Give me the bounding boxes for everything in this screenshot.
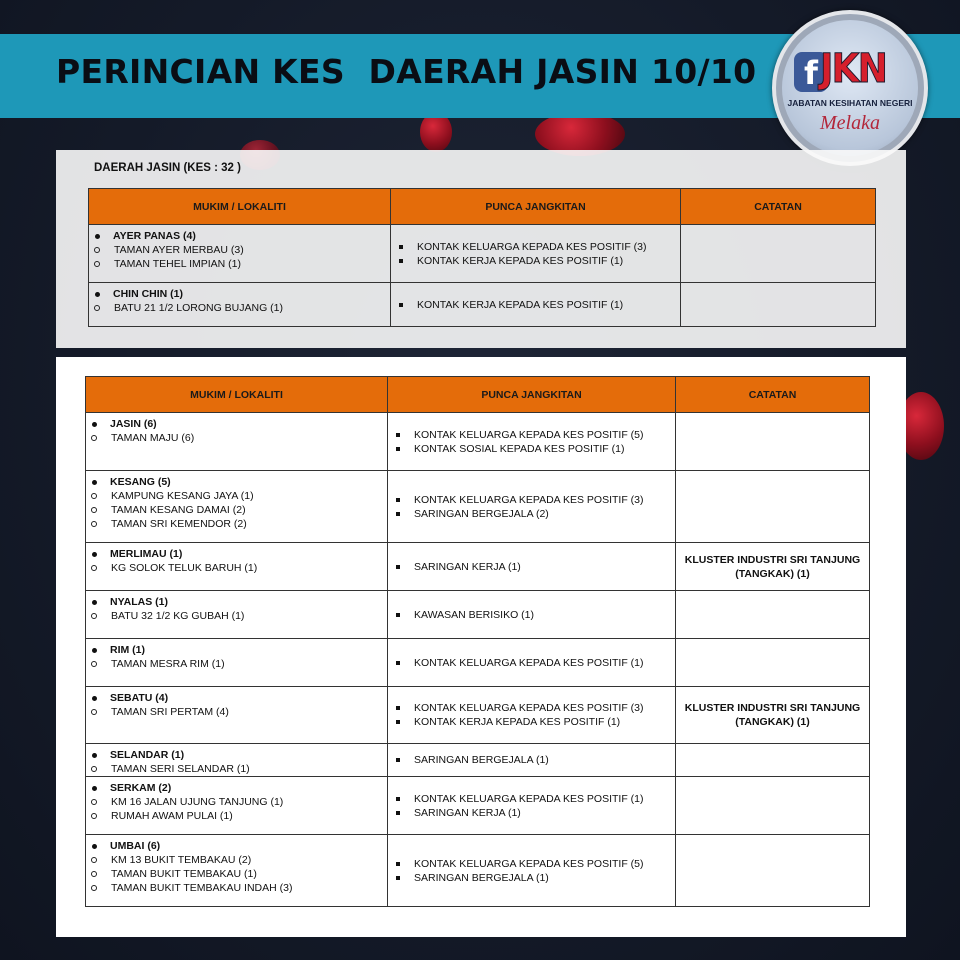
punca-label: KONTAK KERJA KEPADA KES POSITIF (1) (417, 254, 624, 267)
summary-panel-2 (56, 357, 906, 937)
punca-item (388, 493, 675, 507)
logo-subtitle: JABATAN KESIHATAN NEGERI (787, 98, 913, 108)
square-bullet-icon (399, 245, 403, 249)
bullet-icon (95, 234, 100, 239)
catatan-cell: KLUSTER INDUSTRI SRI TANJUNG (TANGKAK) (1) (676, 543, 870, 591)
locality-label: KG SOLOK TELUK BARUH (1) (111, 562, 258, 574)
locality-item (86, 881, 387, 895)
locality-item (86, 657, 387, 671)
locality-item (86, 609, 387, 623)
punca-cell (388, 639, 676, 687)
punca-label: KAWASAN BERISIKO (1) (414, 608, 534, 621)
square-bullet-icon (396, 613, 400, 617)
punca-cell (388, 591, 676, 639)
punca-cell (388, 744, 676, 777)
mukim-cell (86, 543, 388, 591)
locality-label: TAMAN SRI KEMENDOR (2) (111, 518, 247, 530)
punca-label: KONTAK KERJA KEPADA KES POSITIF (1) (414, 716, 621, 728)
punca-cell (388, 687, 676, 744)
column-header: CATATAN (681, 189, 876, 225)
mukim-cell (86, 413, 388, 471)
catatan-cell (676, 471, 870, 543)
locality-item (89, 301, 390, 315)
mukim-cell (86, 591, 388, 639)
bullet-icon (92, 552, 97, 557)
locality-item (86, 867, 387, 881)
locality-item (89, 257, 390, 271)
punca-label: SARINGAN KERJA (1) (414, 806, 521, 819)
locality-label: KAMPUNG KESANG JAYA (1) (111, 490, 254, 502)
locality-item (86, 853, 387, 867)
mukim-label: MERLIMAU (1) (110, 548, 183, 560)
circle-bullet-icon (94, 261, 100, 267)
locality-item (86, 795, 387, 809)
summary-panel-1 (56, 150, 906, 348)
locality-item (86, 705, 387, 719)
punca-label: SARINGAN BERGEJALA (1) (414, 871, 549, 884)
mukim-name (86, 471, 387, 489)
bullet-icon (92, 844, 97, 849)
punca-label: SARINGAN KERJA (1) (414, 560, 521, 573)
catatan-cell (676, 777, 870, 835)
punca-cell (391, 283, 681, 327)
punca-cell (391, 225, 681, 283)
cases-table-1 (88, 188, 876, 327)
catatan-cell (676, 744, 870, 777)
punca-item (391, 254, 680, 268)
punca-item (388, 428, 675, 442)
circle-bullet-icon (91, 435, 97, 441)
locality-label: TAMAN BUKIT TEMBAKAU INDAH (3) (111, 882, 293, 894)
square-bullet-icon (396, 797, 400, 801)
punca-label: KONTAK KELUARGA KEPADA KES POSITIF (1) (414, 792, 644, 805)
locality-label: KM 13 BUKIT TEMBAKAU (2) (111, 854, 252, 866)
district-heading: DAERAH JASIN (KES : 32 ) (94, 162, 241, 174)
bullet-icon (92, 480, 97, 485)
column-header: MUKIM / LOKALITI (89, 189, 391, 225)
logo-letters: JKN (820, 46, 887, 92)
circle-bullet-icon (94, 247, 100, 253)
locality-label: TAMAN TEHEL IMPIAN (1) (114, 258, 241, 270)
page-title: PERINCIAN KES DAERAH JASIN 10/10 (56, 52, 757, 91)
table-header-row (86, 377, 870, 413)
column-header: MUKIM / LOKALITI (86, 377, 388, 413)
table-row (86, 835, 870, 907)
square-bullet-icon (396, 498, 400, 502)
mukim-cell (86, 777, 388, 835)
square-bullet-icon (396, 876, 400, 880)
punca-label: KONTAK KELUARGA KEPADA KES POSITIF (1) (414, 656, 644, 669)
locality-item (86, 431, 387, 445)
locality-label: RUMAH AWAM PULAI (1) (111, 810, 233, 822)
table-row (86, 543, 870, 591)
circle-bullet-icon (91, 493, 97, 499)
punca-cell (388, 413, 676, 471)
locality-item (86, 762, 387, 776)
mukim-cell (86, 744, 388, 777)
column-header: PUNCA JANGKITAN (391, 189, 681, 225)
mukim-name (86, 591, 387, 609)
mukim-name (86, 639, 387, 657)
mukim-label: KESANG (5) (110, 476, 171, 488)
mukim-label: JASIN (6) (110, 418, 157, 430)
locality-label: TAMAN MESRA RIM (1) (111, 658, 225, 670)
mukim-name (86, 413, 387, 431)
locality-label: KM 16 JALAN UJUNG TANJUNG (1) (111, 796, 284, 808)
mukim-label: UMBAI (6) (110, 840, 161, 852)
circle-bullet-icon (91, 565, 97, 571)
mukim-label: RIM (1) (110, 644, 145, 656)
table-row (89, 225, 876, 283)
punca-item (388, 792, 675, 806)
locality-item (86, 503, 387, 517)
square-bullet-icon (396, 706, 400, 710)
catatan-cell (681, 283, 876, 327)
punca-item (388, 806, 675, 820)
mukim-label: CHIN CHIN (1) (113, 288, 183, 300)
punca-label: KONTAK KELUARGA KEPADA KES POSITIF (5) (414, 428, 644, 441)
circle-bullet-icon (91, 507, 97, 513)
locality-label: TAMAN SERI SELANDAR (1) (111, 763, 250, 775)
punca-item (391, 298, 680, 312)
table-row (86, 639, 870, 687)
punca-label: KONTAK SOSIAL KEPADA KES POSITIF (1) (414, 442, 625, 455)
square-bullet-icon (396, 447, 400, 451)
punca-item (388, 656, 675, 670)
bullet-icon (92, 786, 97, 791)
square-bullet-icon (396, 661, 400, 665)
table-row (86, 591, 870, 639)
circle-bullet-icon (91, 766, 97, 772)
mukim-cell (89, 225, 391, 283)
square-bullet-icon (396, 512, 400, 516)
catatan-cell (676, 413, 870, 471)
circle-bullet-icon (91, 521, 97, 527)
mukim-name (86, 835, 387, 853)
locality-label: TAMAN SRI PERTAM (4) (111, 706, 229, 718)
circle-bullet-icon (91, 857, 97, 863)
punca-item (388, 701, 675, 715)
punca-item (388, 608, 675, 622)
punca-label: SARINGAN BERGEJALA (2) (414, 507, 549, 520)
square-bullet-icon (396, 565, 400, 569)
punca-item (388, 871, 675, 885)
punca-cell (388, 835, 676, 907)
punca-item (391, 240, 680, 254)
mukim-name (86, 777, 387, 795)
circle-bullet-icon (94, 305, 100, 311)
punca-item (388, 715, 675, 729)
circle-bullet-icon (91, 871, 97, 877)
square-bullet-icon (396, 758, 400, 762)
square-bullet-icon (396, 433, 400, 437)
mukim-name (89, 283, 390, 301)
punca-cell (388, 543, 676, 591)
square-bullet-icon (396, 811, 400, 815)
locality-item (86, 489, 387, 503)
punca-cell (388, 471, 676, 543)
bullet-icon (92, 753, 97, 758)
mukim-cell (86, 835, 388, 907)
table-row (86, 687, 870, 744)
locality-item (89, 243, 390, 257)
circle-bullet-icon (91, 799, 97, 805)
virus-decoration (420, 112, 452, 152)
logo-inner (782, 20, 918, 156)
mukim-name (86, 744, 387, 762)
table-row (89, 283, 876, 327)
table-row (86, 471, 870, 543)
bullet-icon (92, 422, 97, 427)
catatan-cell (681, 225, 876, 283)
locality-item (86, 809, 387, 823)
punca-cell (388, 777, 676, 835)
punca-label: KONTAK KELUARGA KEPADA KES POSITIF (3) (414, 493, 644, 506)
mukim-label: NYALAS (1) (110, 596, 168, 608)
punca-item (388, 857, 675, 871)
square-bullet-icon (396, 862, 400, 866)
mukim-cell (86, 471, 388, 543)
locality-label: TAMAN AYER MERBAU (3) (114, 244, 244, 256)
mukim-label: SERKAM (2) (110, 782, 172, 794)
column-header: CATATAN (676, 377, 870, 413)
locality-label: TAMAN MAJU (6) (111, 432, 195, 444)
mukim-name (86, 543, 387, 561)
circle-bullet-icon (91, 661, 97, 667)
jkn-logo (772, 10, 928, 166)
bullet-icon (92, 600, 97, 605)
mukim-label: SELANDAR (1) (110, 749, 185, 761)
cases-table-2 (85, 376, 870, 907)
locality-label: TAMAN KESANG DAMAI (2) (111, 504, 246, 516)
punca-label: KONTAK KELUARGA KEPADA KES POSITIF (3) (417, 240, 647, 253)
circle-bullet-icon (91, 885, 97, 891)
square-bullet-icon (396, 720, 400, 724)
punca-item (388, 507, 675, 521)
punca-label: KONTAK KERJA KEPADA KES POSITIF (1) (417, 298, 624, 311)
locality-label: TAMAN BUKIT TEMBAKAU (1) (111, 868, 257, 880)
facebook-icon: f (794, 52, 828, 92)
circle-bullet-icon (91, 709, 97, 715)
bullet-icon (92, 648, 97, 653)
mukim-cell (89, 283, 391, 327)
table-row (86, 744, 870, 777)
mukim-name (86, 687, 387, 705)
mukim-label: SEBATU (4) (110, 692, 169, 704)
table-row (86, 777, 870, 835)
punca-label: KONTAK KELUARGA KEPADA KES POSITIF (3) (414, 702, 644, 714)
locality-label: BATU 21 1/2 LORONG BUJANG (1) (114, 302, 284, 314)
table-header-row (89, 189, 876, 225)
circle-bullet-icon (91, 613, 97, 619)
catatan-cell (676, 639, 870, 687)
bullet-icon (92, 696, 97, 701)
punca-label: KONTAK KELUARGA KEPADA KES POSITIF (5) (414, 857, 644, 870)
mukim-label: AYER PANAS (4) (113, 230, 196, 242)
locality-label: BATU 32 1/2 KG GUBAH (1) (111, 610, 245, 622)
catatan-cell (676, 591, 870, 639)
locality-item (86, 561, 387, 575)
table-row (86, 413, 870, 471)
locality-item (86, 517, 387, 531)
column-header: PUNCA JANGKITAN (388, 377, 676, 413)
punca-label: SARINGAN BERGEJALA (1) (414, 754, 549, 766)
punca-item (388, 560, 675, 574)
circle-bullet-icon (91, 813, 97, 819)
catatan-cell: KLUSTER INDUSTRI SRI TANJUNG (TANGKAK) (1) (676, 687, 870, 744)
punca-item (388, 442, 675, 456)
bullet-icon (95, 292, 100, 297)
mukim-cell (86, 687, 388, 744)
mukim-cell (86, 639, 388, 687)
square-bullet-icon (399, 259, 403, 263)
logo-script: Melaka (820, 112, 880, 134)
mukim-name (89, 225, 390, 243)
catatan-cell (676, 835, 870, 907)
punca-item (388, 753, 675, 767)
square-bullet-icon (399, 303, 403, 307)
